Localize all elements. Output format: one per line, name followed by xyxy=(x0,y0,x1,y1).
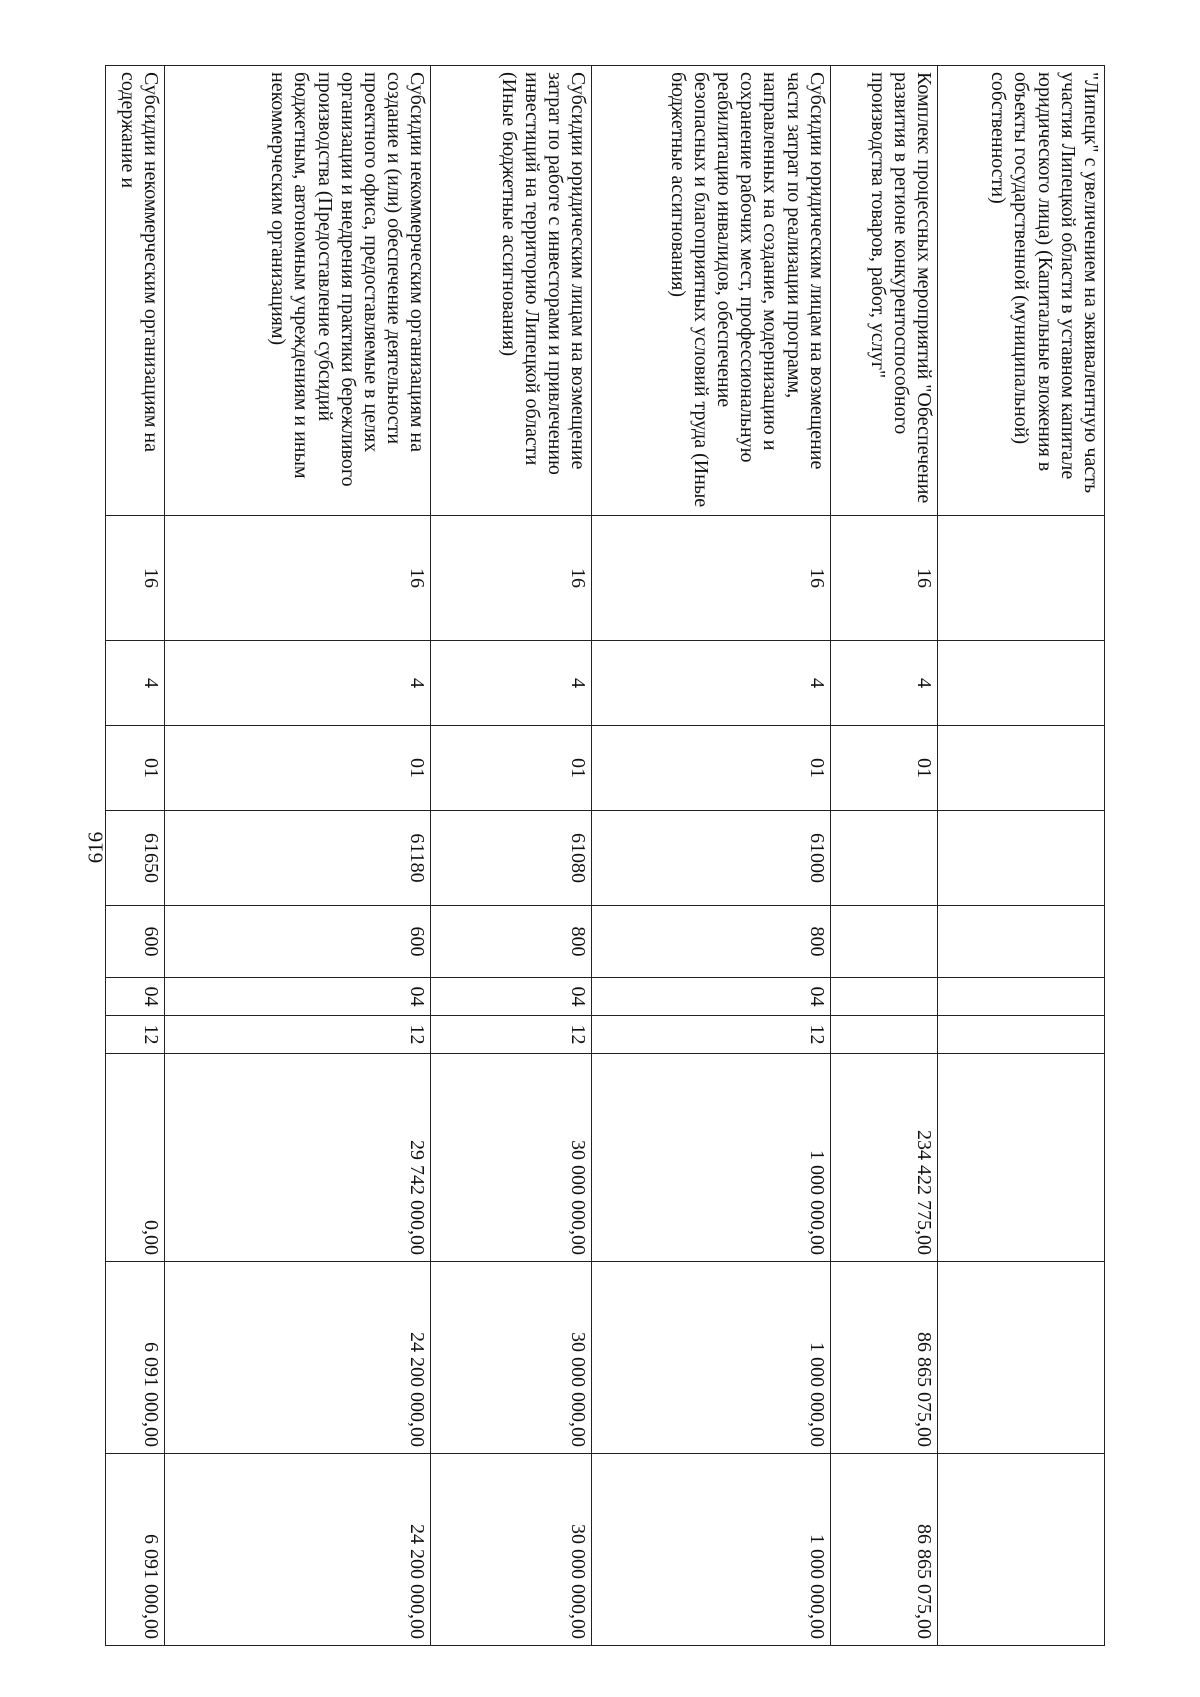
code-cell xyxy=(938,726,1105,811)
rotated-page-content xyxy=(105,65,1105,1645)
code-cell: 04 xyxy=(592,978,831,1016)
table-row xyxy=(106,66,165,1646)
code-cell: 800 xyxy=(431,906,592,978)
code-cell: 4 xyxy=(431,641,592,726)
code-cell: 4 xyxy=(164,641,430,726)
amount-cell xyxy=(938,1454,1105,1646)
table-row xyxy=(830,66,938,1646)
code-cell: 01 xyxy=(830,726,938,811)
code-cell: 600 xyxy=(106,906,165,978)
budget-table xyxy=(105,65,1105,1646)
code-cell: 01 xyxy=(106,726,165,811)
row-name: "Липецк" с увеличением на эквивалентную часть участия Липецкой области в уставном капитале юридического лица) (Капитальные вложения в объекты государственной (муниципальной) собственности) xyxy=(938,66,1105,516)
code-cell: 4 xyxy=(830,641,938,726)
code-cell: 04 xyxy=(431,978,592,1016)
amount-cell: 24 200 000,00 xyxy=(164,1454,430,1646)
amount-cell: 29 742 000,00 xyxy=(164,1054,430,1262)
amount-cell: 30 000 000,00 xyxy=(431,1454,592,1646)
amount-cell: 1 000 000,00 xyxy=(592,1054,831,1262)
amount-cell: 0,00 xyxy=(106,1054,165,1262)
code-cell: 01 xyxy=(592,726,831,811)
code-cell: 4 xyxy=(592,641,831,726)
code-cell: 04 xyxy=(106,978,165,1016)
code-cell xyxy=(830,906,938,978)
code-cell: 12 xyxy=(592,1016,831,1054)
code-cell xyxy=(938,641,1105,726)
code-cell: 01 xyxy=(164,726,430,811)
code-cell: 61180 xyxy=(164,811,430,906)
page-number: 616 xyxy=(83,831,108,864)
code-cell: 61000 xyxy=(592,811,831,906)
amount-cell xyxy=(938,1262,1105,1454)
code-cell xyxy=(938,516,1105,641)
code-cell: 61080 xyxy=(431,811,592,906)
code-cell: 16 xyxy=(164,516,430,641)
code-cell: 04 xyxy=(164,978,430,1016)
code-cell: 4 xyxy=(106,641,165,726)
code-cell: 16 xyxy=(106,516,165,641)
amount-cell: 6 091 000,00 xyxy=(106,1262,165,1454)
code-cell: 12 xyxy=(431,1016,592,1054)
row-name: Комплекс процессных мероприятий "Обеспечение развития в регионе конкурентоспособного производства товаров, работ, услуг" xyxy=(830,66,938,516)
amount-cell: 30 000 000,00 xyxy=(431,1054,592,1262)
row-name: Субсидии некоммерческим организациям на создание и (или) обеспечение деятельности проектного офиса, предоставляемые в целях организации и внедрения практики бережливого производства (Предоставление субсидий бюджетным, автономным учреждениям и иным некоммерческим организациям) xyxy=(164,66,430,516)
code-cell: 16 xyxy=(431,516,592,641)
code-cell: 61650 xyxy=(106,811,165,906)
code-cell: 12 xyxy=(164,1016,430,1054)
table-row xyxy=(592,66,831,1646)
code-cell xyxy=(830,811,938,906)
row-name: Субсидии некоммерческим организациям на содержание и xyxy=(106,66,165,516)
amount-cell: 1 000 000,00 xyxy=(592,1454,831,1646)
code-cell: 600 xyxy=(164,906,430,978)
code-cell: 800 xyxy=(592,906,831,978)
code-cell xyxy=(938,978,1105,1016)
code-cell xyxy=(938,906,1105,978)
code-cell xyxy=(938,1016,1105,1054)
table-row xyxy=(938,66,1105,1646)
table-row xyxy=(431,66,592,1646)
amount-cell: 86 865 075,00 xyxy=(830,1454,938,1646)
amount-cell: 6 091 000,00 xyxy=(106,1454,165,1646)
amount-cell: 24 200 000,00 xyxy=(164,1262,430,1454)
amount-cell: 86 865 075,00 xyxy=(830,1262,938,1454)
row-name: Субсидии юридическим лицам на возмещение части затрат по реализации программ, направленных на создание, модернизацию и сохранение рабочих мест, профессиональную реабилитацию инвалидов, обеспечение безопасных и благоприятных условий труда (Иные бюджетные ассигнования) xyxy=(592,66,831,516)
amount-cell xyxy=(938,1054,1105,1262)
table-row xyxy=(164,66,430,1646)
code-cell: 16 xyxy=(592,516,831,641)
code-cell: 12 xyxy=(106,1016,165,1054)
amount-cell: 30 000 000,00 xyxy=(431,1262,592,1454)
code-cell: 01 xyxy=(431,726,592,811)
amount-cell: 234 422 775,00 xyxy=(830,1054,938,1262)
amount-cell: 1 000 000,00 xyxy=(592,1262,831,1454)
code-cell xyxy=(830,1016,938,1054)
code-cell xyxy=(830,978,938,1016)
code-cell: 16 xyxy=(830,516,938,641)
code-cell xyxy=(938,811,1105,906)
row-name: Субсидии юридическим лицам на возмещение затрат по работе с инвесторами и привлечению инвестиций на территорию Липецкой области (Иные бюджетные ассигнования) xyxy=(431,66,592,516)
